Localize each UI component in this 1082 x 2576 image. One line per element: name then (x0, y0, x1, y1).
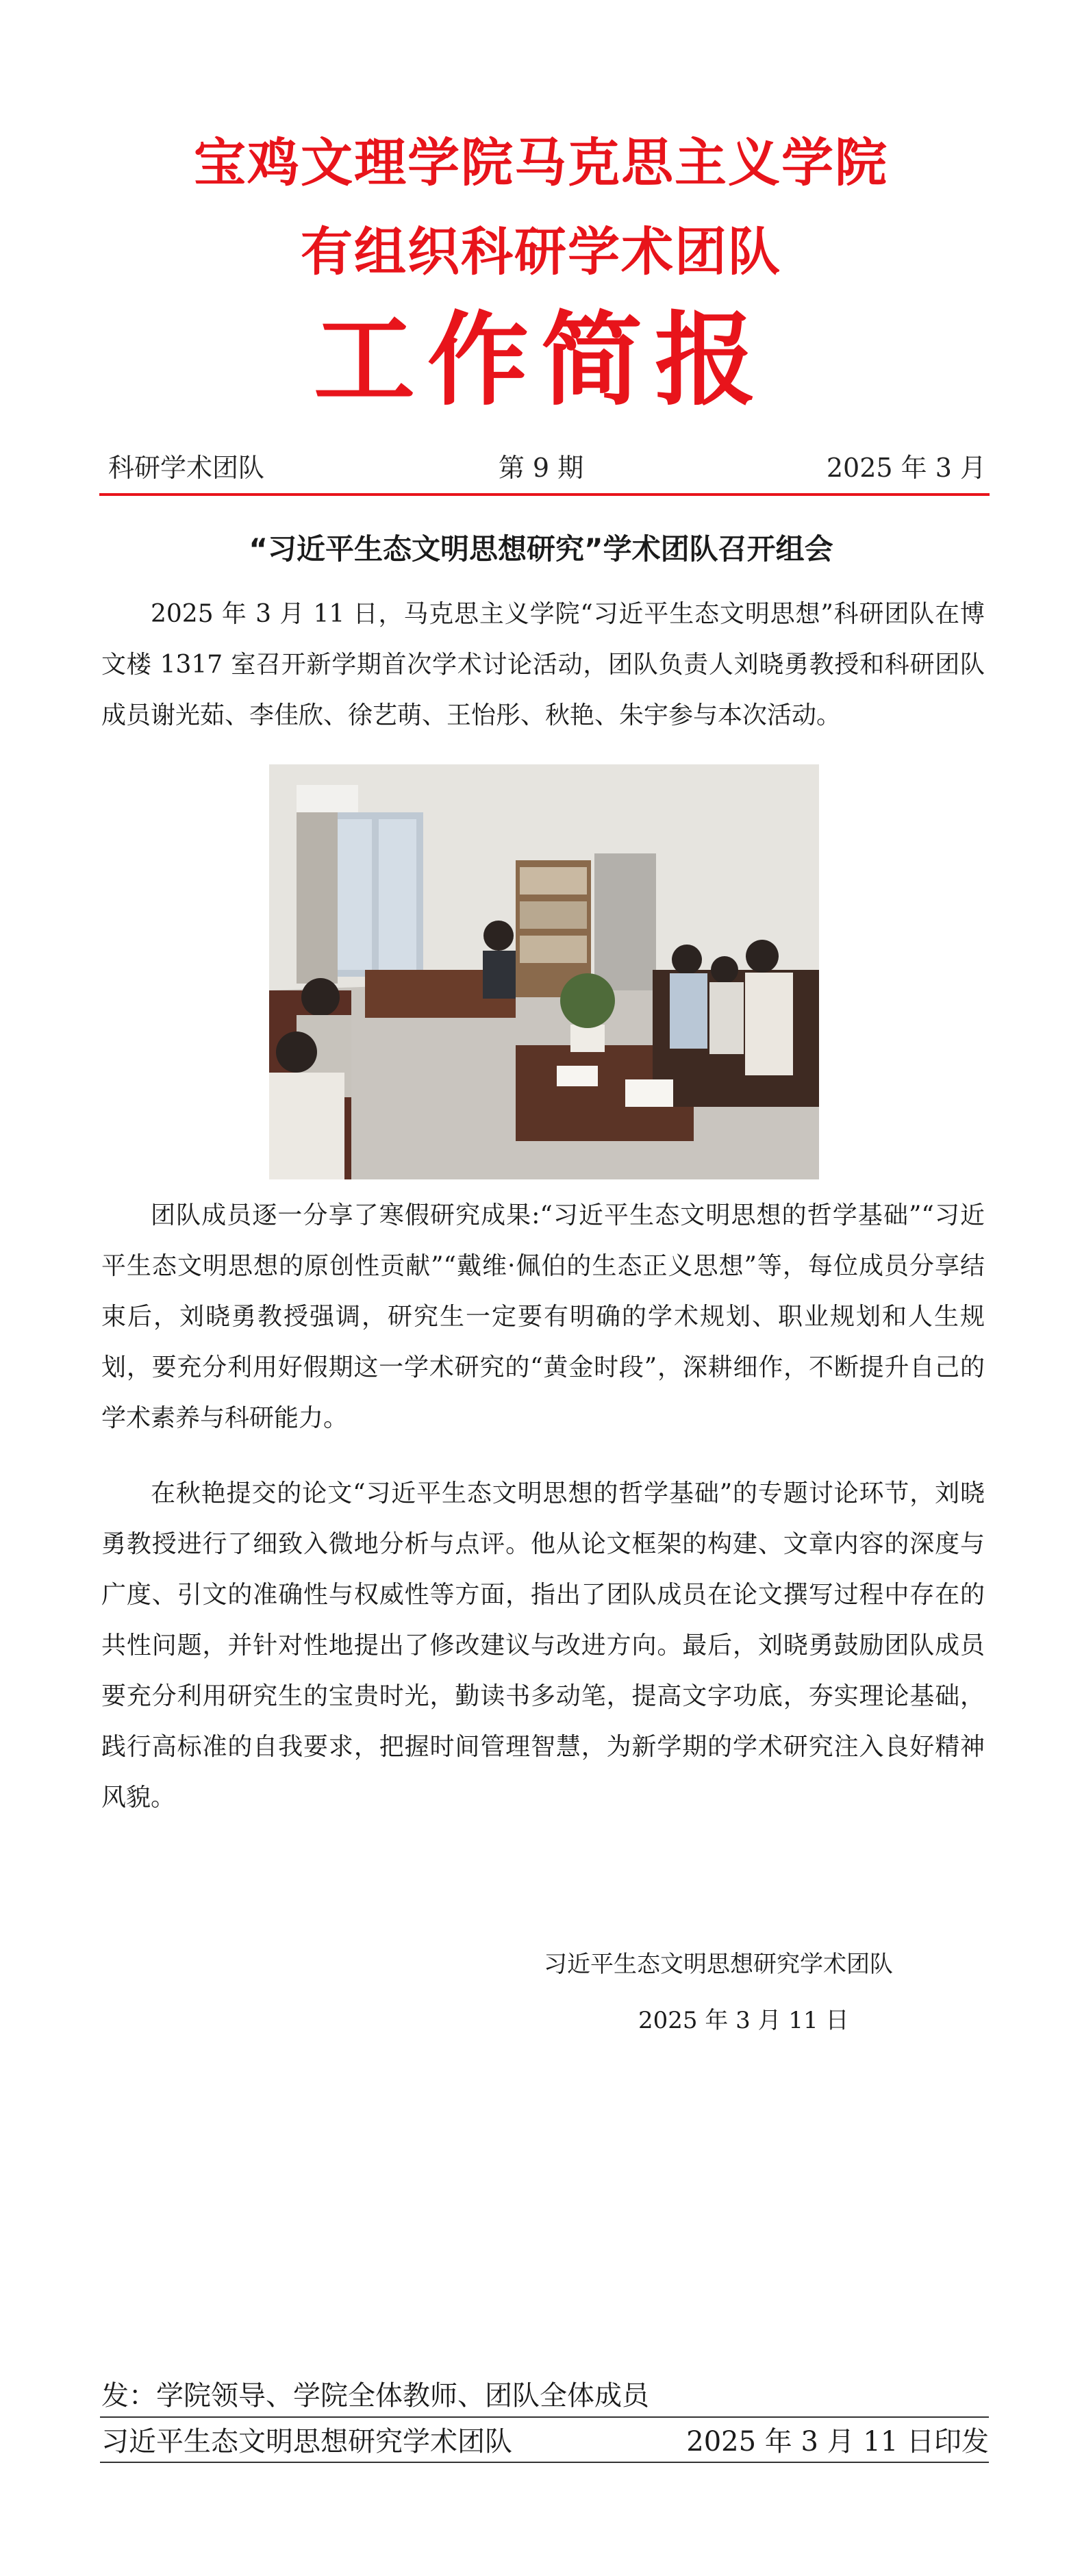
header-divider (99, 493, 990, 496)
footer-divider-top (100, 2416, 989, 2418)
report-title-institution: 宝鸡文理学院马克思主义学院 (194, 132, 888, 193)
distribution-list: 发：学院领导、学院全体教师、团队全体成员 (101, 2380, 649, 2412)
meeting-photo (269, 764, 819, 1179)
report-department: 科研学术团队 (108, 453, 265, 483)
report-title-main: 工作简报 (314, 300, 768, 419)
report-title-team: 有组织科研学术团队 (301, 221, 781, 282)
article-title: “习近平生态文明思想研究”学术团队召开组会 (249, 532, 833, 566)
footer-divider-bottom (100, 2462, 989, 2463)
article-paragraph-3: 在秋艳提交的论文“习近平生态文明思想的哲学基础”的专题讨论环节，刘晓勇教授进行了细致入微地分析与点评。他从论文框架的构建、文章内容的深度与广度、引文的准确性与权威性等方面，指出了团队成员在论文撰写过程中存在的共性问题，并针对性地提出了修改建议与改进方向。最后，刘晓勇鼓励团队成员要充分利用研究生的宝贵时光，勤读书多动笔，提高文字功底，夯实理论基础，践行高标准的自我要求，把握时间管理智慧，为新学期的学术研究注入良好精神风貌。 (101, 1479, 985, 1812)
signature-team: 习近平生态文明思想研究学术团队 (544, 1951, 893, 1978)
footer-issue-date: 2025 年 3 月 11 日印发 (686, 2426, 989, 2458)
signature-date: 2025 年 3 月 11 日 (638, 2007, 849, 2034)
report-issue-number: 第 9 期 (498, 453, 584, 483)
article-paragraph-1: 2025 年 3 月 11 日，马克思主义学院“习近平生态文明思想”科研团队在博文楼 1317 室召开新学期首次学术讨论活动，团队负责人刘晓勇教授和科研团队成员谢光茹、李佳欣、徐艺萌、王怡彤、秋艳、朱宇参与本次活动。 (101, 600, 985, 729)
article-paragraph-2: 团队成员逐一分享了寒假研究成果:“习近平生态文明思想的哲学基础”“习近平生态文明思想的原创性贡献”“戴维·佩伯的生态正义思想”等，每位成员分享结束后，刘晓勇教授强调，研究生一定要有明确的学术规划、职业规划和人生规划，要充分利用好假期这一学术研究的“黄金时段”，深耕细作，不断提升自己的学术素养与科研能力。 (101, 1201, 985, 1432)
report-date: 2025 年 3 月 (826, 453, 986, 483)
footer-team: 习近平生态文明思想研究学术团队 (101, 2426, 512, 2458)
